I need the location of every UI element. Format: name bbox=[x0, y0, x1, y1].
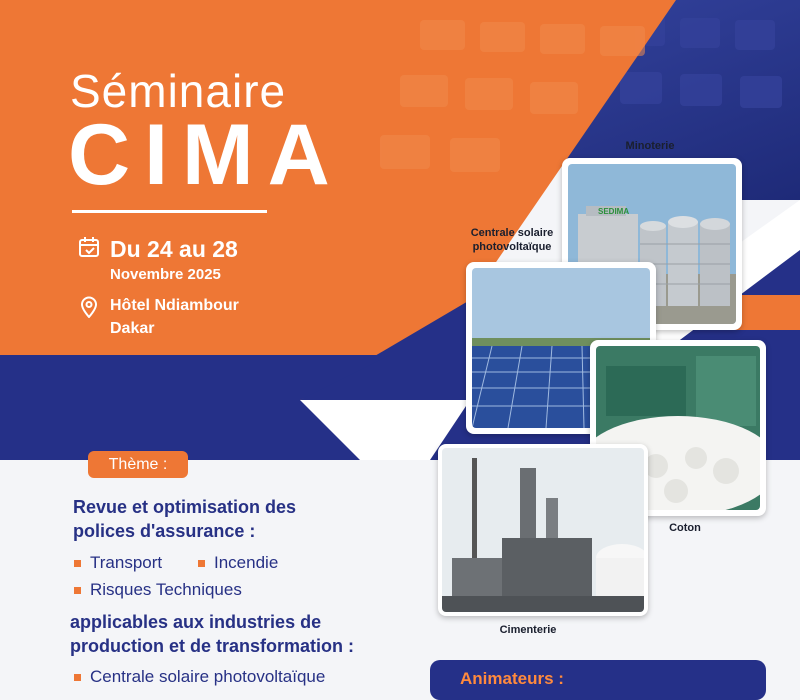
theme-badge: Thème : bbox=[88, 451, 188, 478]
theme-item-risques bbox=[74, 580, 242, 600]
title-underline bbox=[72, 210, 267, 213]
industry-item-label: Centrale solaire photovoltaïque bbox=[90, 667, 326, 686]
theme-item-label: Risques Techniques bbox=[90, 580, 242, 599]
bullet-icon bbox=[74, 560, 81, 567]
silo-sign-text: SEDIMA bbox=[598, 207, 630, 216]
event-date: Du 24 au 28 bbox=[110, 236, 238, 262]
caption-centrale-line1: Centrale solaire bbox=[470, 227, 554, 239]
location-pin-icon bbox=[78, 296, 100, 318]
theme-heading-line2: polices d'assurance : bbox=[73, 521, 256, 541]
caption-coton: Coton bbox=[669, 522, 701, 534]
industry-item-centrale bbox=[74, 667, 325, 687]
event-month-year: Novembre 2025 bbox=[110, 266, 221, 283]
caption-cimenterie: Cimenterie bbox=[499, 624, 557, 636]
theme-item-transport bbox=[74, 553, 162, 573]
theme-item-label: Incendie bbox=[214, 553, 279, 572]
applicable-line2: production et de transformation : bbox=[70, 636, 355, 656]
caption-minoterie: Minoterie bbox=[625, 140, 675, 152]
venue-city: Dakar bbox=[110, 320, 155, 337]
photo-cimenterie bbox=[438, 444, 648, 616]
bullet-icon bbox=[198, 560, 205, 567]
bullet-icon bbox=[74, 587, 81, 594]
bullet-icon bbox=[74, 674, 81, 681]
venue-name: Hôtel Ndiambour bbox=[110, 297, 239, 314]
animateurs-label: Animateurs : bbox=[460, 669, 564, 688]
applicable-line1: applicables aux industries de bbox=[70, 612, 322, 632]
theme-item-label: Transport bbox=[90, 553, 163, 572]
theme-heading-line1: Revue et optimisation des bbox=[73, 497, 297, 517]
caption-centrale-line2: photovoltaïque bbox=[472, 241, 552, 253]
animateurs-box bbox=[430, 660, 766, 700]
theme-item-incendie bbox=[198, 553, 278, 573]
calendar-icon bbox=[78, 236, 100, 258]
title-seminaire: Séminaire bbox=[70, 65, 287, 117]
title-cima: CIMA bbox=[68, 107, 344, 203]
